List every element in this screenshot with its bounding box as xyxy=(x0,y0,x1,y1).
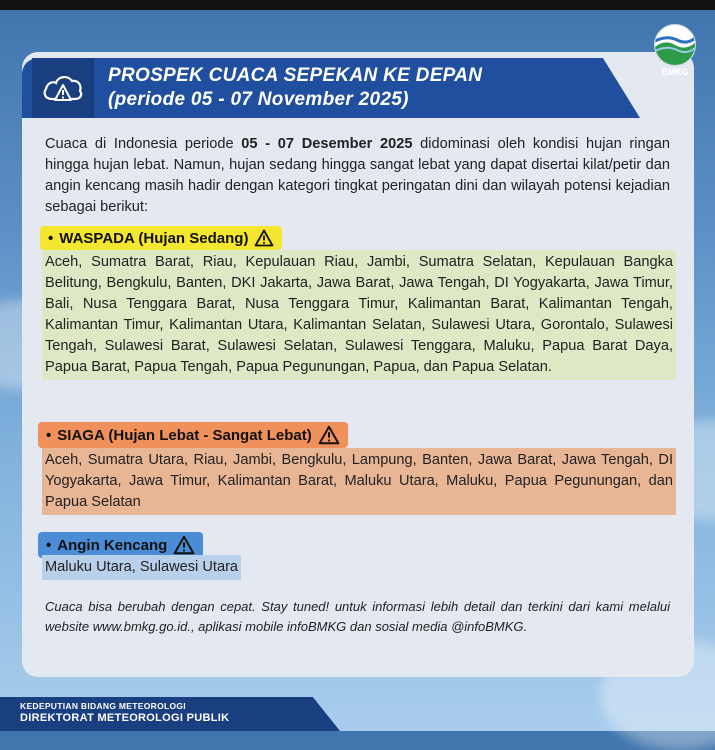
waspada-label: WASPADA (Hujan Sedang) xyxy=(59,229,249,247)
intro-paragraph xyxy=(45,134,670,218)
cloud-warning-icon xyxy=(41,69,85,107)
footer-note: Cuaca bisa berubah dengan cepat. Stay tuned! untuk informasi lebih detail dan terkini dari kami melalui website www.bmkg.go.id., aplikasi mobile infoBMKG dan sosial media @infoBMKG. xyxy=(45,599,670,634)
bullet: • xyxy=(46,426,52,444)
warning-triangle-icon xyxy=(254,229,274,247)
intro-period: 05 - 07 Desember 2025 xyxy=(241,136,413,152)
siaga-label: SIAGA (Hujan Lebat - Sangat Lebat) xyxy=(57,426,312,444)
warning-triangle-icon xyxy=(318,425,340,445)
bullet: • xyxy=(46,536,52,554)
footer-directorate: DIREKTORAT METEOROLOGI PUBLIK xyxy=(20,712,230,724)
top-bar xyxy=(0,0,715,10)
angin-kencang-regions: Maluku Utara, Sulawesi Utara xyxy=(42,555,241,580)
bullet: • xyxy=(48,229,54,247)
page-subtitle-period: (periode 05 - 07 November 2025) xyxy=(108,89,409,110)
siaga-badge xyxy=(38,422,348,448)
footer-deputy: KEDEPUTIAN BIDANG METEOROLOGI xyxy=(20,701,186,711)
intro-prefix: Cuaca di Indonesia periode xyxy=(45,136,242,152)
siaga-regions: Aceh, Sumatra Utara, Riau, Jambi, Bengkulu, Lampung, Banten, Jawa Barat, Jawa Tengah, DI Yogyakarta, Jawa Timur, Kalimantan Barat, Maluku Utara, Maluku, Papua Pegunungan, dan Papua Selatan xyxy=(42,448,676,515)
waspada-regions: Aceh, Sumatra Barat, Riau, Kepulauan Riau, Jambi, Sumatra Selatan, Kepulauan Bangka Belitung, Bengkulu, Banten, DKI Jakarta, Jawa Barat, Jawa Tengah, DI Yogyakarta, Jawa Timur, Bali, Nusa Tenggara Barat, Nusa Tenggara Timur, Kalimantan Barat, Kalimantan Tengah, Kalimantan Timur, Kalimantan Utara, Kalimantan Selatan, Sulawesi Utara, Gorontalo, Sulawesi Tengah, Sulawesi Barat, Sulawesi Selatan, Sulawesi Tenggara, Maluku, Papua Barat Daya, Papua Barat, Papua Tengah, Papua Pegunungan, Papua, dan Papua Selatan. xyxy=(42,250,676,380)
header-icon-box xyxy=(32,58,94,118)
bmkg-logo xyxy=(654,24,696,76)
warning-triangle-icon xyxy=(173,535,195,555)
angin-kencang-label: Angin Kencang xyxy=(57,536,168,554)
waspada-badge xyxy=(40,226,282,250)
intro-suffix: didominasi oleh kondisi hujan ringan hingga hujan lebat. Namun, hujan sedang hingga sangat lebat yang dapat disertai kilat/petir dan angin kencang masih hadir dengan kategori tingkat peringatan dini dan wilayah potensi kejadian sebagai berikut: xyxy=(45,136,670,215)
logo-label: BMKG xyxy=(661,67,689,77)
page-title: PROSPEK CUACA SEPEKAN KE DEPAN xyxy=(108,65,483,86)
